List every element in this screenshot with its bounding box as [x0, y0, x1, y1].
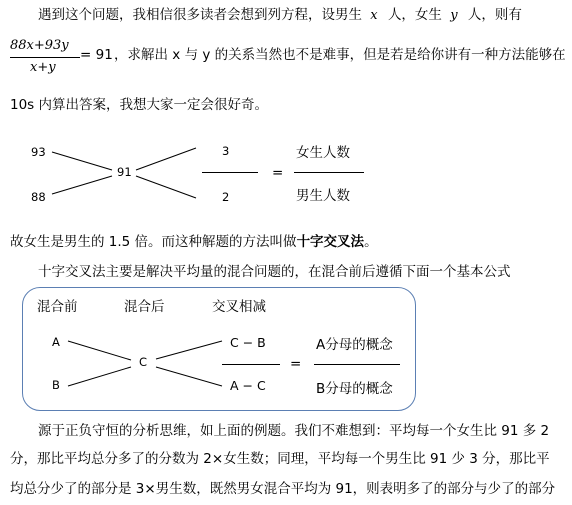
example-bottom-left-value: 88 [31, 190, 46, 204]
example-rhs-fraction-line [294, 172, 364, 173]
equation-numerator: 88x+93y [10, 38, 69, 53]
example-fraction-line [202, 172, 258, 173]
variable-y: y [450, 8, 458, 23]
conclusion-line: 故女生是男生的 1.5 倍。而这种解题的方法叫做十字交叉法。 [10, 234, 378, 250]
formula-equals-sign: = [290, 356, 302, 372]
variable-x: x [370, 8, 378, 23]
formula-header-after: 混合后 [124, 299, 165, 315]
paragraph-3-line-3: 均总分少了的部分是 3×男生数，既然男女混合平均为 91，则表明多了的部分与少了的部分 [10, 481, 556, 497]
paragraph-3-line-1: 源于正负守恒的分析思维，如上面的例题。我们不难想到：平均每一个女生比 91 多 2 [38, 423, 550, 439]
formula-rhs-fraction-line [314, 364, 400, 365]
equation-denominator: x+y [30, 60, 56, 75]
formula-c: C [139, 355, 148, 369]
formula-header-before: 混合前 [37, 299, 78, 315]
paragraph-1-line-2: ，求解出 x 与 y 的关系当然也不是难事，但是若是给你讲有一种方法能够在 [114, 47, 566, 63]
formula-fraction-line [222, 364, 280, 365]
equation-rhs: = 91 [80, 47, 113, 63]
paragraph-3-line-2: 分，那比平均总分多了的分数为 2×女生数；同理，平均每一个男生比 91 少 3 分，那比平 [10, 451, 550, 467]
intro-line: 十字交叉法主要是解决平均量的混合问题的，在混合前后遵循下面一个基本公式 [38, 264, 511, 280]
formula-a: A [52, 335, 60, 349]
example-center-value: 91 [117, 165, 132, 179]
example-equals-sign: = [272, 165, 284, 181]
example-rhs-denominator: 男生人数 [296, 188, 350, 204]
example-rhs-numerator: 女生人数 [296, 145, 350, 161]
formula-fraction-numerator: C − B [230, 335, 266, 350]
example-fraction-denominator: 2 [222, 190, 230, 204]
formula-rhs-numerator: A分母的概念 [316, 337, 393, 353]
formula-b: B [52, 378, 60, 392]
example-fraction-numerator: 3 [222, 144, 230, 158]
method-name: 十字交叉法 [296, 234, 365, 250]
formula-header-cross: 交叉相减 [212, 299, 266, 315]
example-top-left-value: 93 [31, 145, 46, 159]
paragraph-1-line-3: 10s 内算出答案，我想大家一定会很好奇。 [10, 97, 269, 113]
formula-rhs-denominator: B分母的概念 [316, 381, 393, 397]
formula-fraction-denominator: A − C [230, 378, 266, 393]
paragraph-1-line-1: 遇到这个问题，我相信很多读者会想到列方程，设男生 x 人，女生 y 人，则有 [38, 7, 522, 23]
